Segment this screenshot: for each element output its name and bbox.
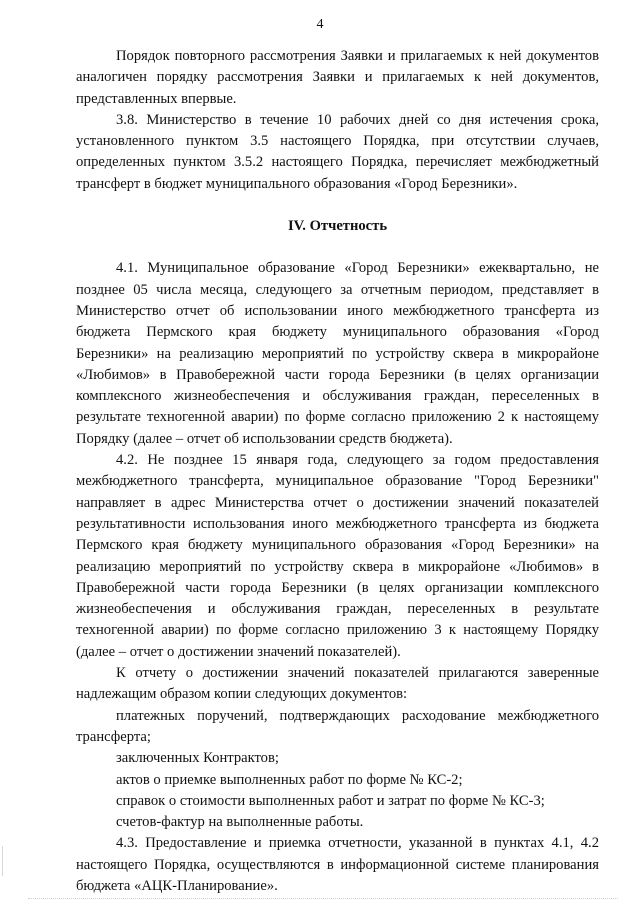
paragraph-attachments-intro: К отчету о достижении значений показателей прилагаются заверенные надлежащим образом копии следующих документов: [76, 665, 599, 703]
section-heading: IV. Отчетность [287, 218, 388, 235]
page-number: 4 [316, 17, 324, 32]
document-body [76, 46, 599, 897]
list-item: счетов-фактур на выполненные работы. [116, 814, 364, 831]
paragraph-4-1: 4.1. Муниципальное образование «Город Березники» ежеквартально, не позднее 05 числа месяца, следующего за отчетным периодом, представляет в Министерство отчет об использовании иного межбюджетного трансферта из бюджета Пермского края бюджету муниципального образования «Город Березники» на реализацию мероприятий по устройству сквера в микрорайоне «Любимов» в Правобережной части города Березники (в целях организации комплексного жизнеобеспечения и обслуживания граждан, переселенных в результате техногенной аварии) по форме согласно приложению 2 к настоящему Порядку (далее – отчет об использовании средств бюджета). [76, 260, 599, 447]
list-item: актов о приемке выполненных работ по форме № КС-2; [116, 771, 463, 788]
paragraph-review-order: Порядок повторного рассмотрения Заявки и прилагаемых к ней документов аналогичен порядку рассмотрения Заявки и прилагаемых к ней документов, представленных впервые. [76, 48, 599, 107]
scan-edge-mark [2, 846, 3, 876]
list-item: заключенных Контрактов; [116, 750, 279, 767]
paragraph-4-3: 4.3. Предоставление и приемка отчетности, указанной в пунктах 4.1, 4.2 настоящего Порядка, осуществляются в информационной системе планирования бюджета «АЦК-Планирование». [76, 835, 599, 894]
list-item: справок о стоимости выполненных работ и затрат по форме № КС-3; [116, 792, 545, 809]
list-item: платежных поручений, подтверждающих расходование межбюджетного трансферта; [76, 707, 599, 745]
paragraph-3-8: 3.8. Министерство в течение 10 рабочих дней со дня истечения срока, установленного пунктом 3.5 настоящего Порядка, при отсутствии случаев, определенных пунктом 3.5.2 настоящего Порядка, перечисляет межбюджетный трансферт в бюджет муниципального образования «Город Березники». [76, 111, 599, 192]
document-list [76, 706, 599, 834]
paragraph-4-2: 4.2. Не позднее 15 января года, следующего за годом предоставления межбюджетного трансферта, муниципальное образование "Город Березники" направляет в адрес Министерства отчет о достижении значений показателей результативности использования иного межбюджетного трансферта из бюджета Пермского края бюджету муниципального образования «Город Березники» на реализацию мероприятий по устройству сквера в микрорайоне «Любимов» в Правобережной части города Березники (в целях организации комплексного жизнеобеспечения и обслуживания граждан, переселенных в результате техногенной аварии) по форме согласно приложению 3 к настоящему Порядку (далее – отчет о достижении значений показателей). [76, 452, 599, 660]
scan-bottom-noise [28, 898, 618, 900]
